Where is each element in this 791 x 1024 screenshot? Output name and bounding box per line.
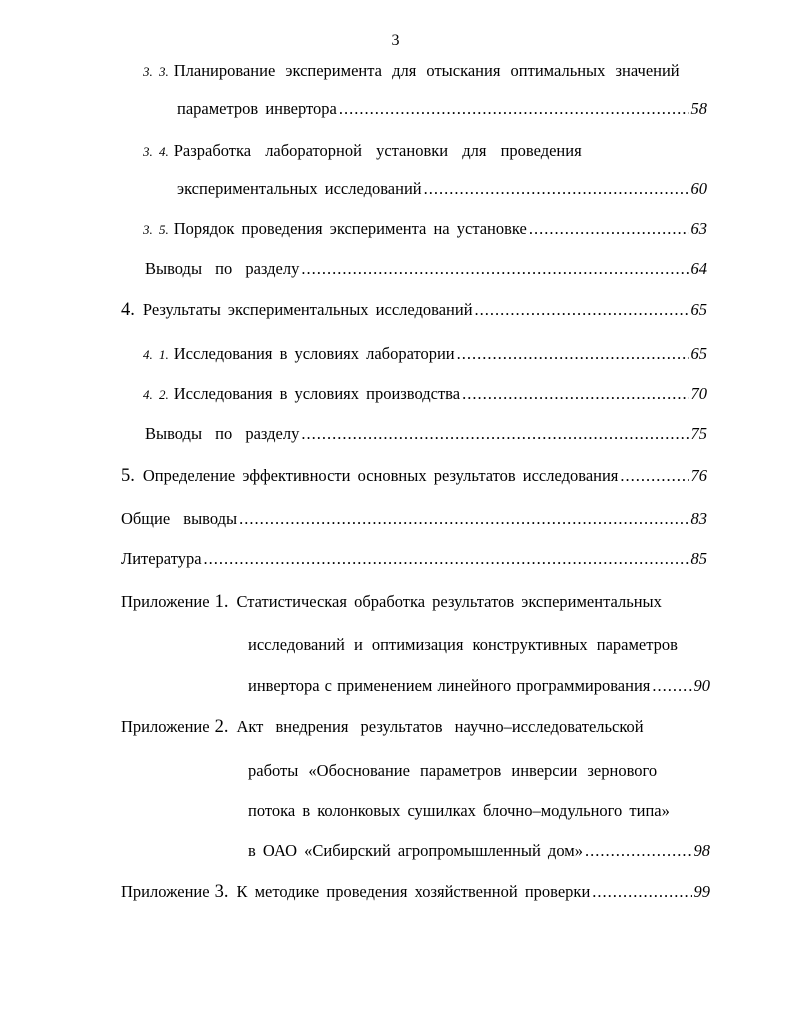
toc-title: параметров инвертора xyxy=(177,99,337,118)
toc-title: Акт внедрения результатов научно–исследовательской xyxy=(236,717,644,736)
toc-title: потока в колонковых сушилках блочно–модульного типа» xyxy=(248,801,670,820)
toc-number: 4. xyxy=(121,300,135,320)
toc-title: экспериментальных исследований xyxy=(177,179,422,198)
toc-label: Приложение xyxy=(121,592,210,611)
toc-entry-appendix-2-cont-2 xyxy=(248,800,718,822)
toc-page: 70 xyxy=(690,384,707,403)
toc-page: 58 xyxy=(690,99,707,118)
toc-title: Литература xyxy=(121,549,202,568)
toc-title: Результаты экспериментальных исследований xyxy=(142,300,473,319)
toc-title: инвертора с применением линейного программирования xyxy=(248,676,651,695)
toc-page: 99 xyxy=(693,882,710,901)
toc-entry-5 xyxy=(121,465,707,487)
toc-title: Статистическая обработка результатов экспериментальных xyxy=(236,592,662,611)
dot-leader xyxy=(204,548,689,570)
toc-entry-4 xyxy=(121,299,707,321)
dot-leader xyxy=(592,881,691,903)
toc-title: Разработка лабораторной установки для проведения xyxy=(173,141,582,160)
toc-title: Общие выводы xyxy=(121,509,238,528)
dot-leader xyxy=(301,423,688,445)
dot-leader xyxy=(529,218,689,240)
toc-title: в ОАО «Сибирский агропромышленный дом» xyxy=(248,841,583,860)
toc-title: исследований и оптимизация конструктивных параметров xyxy=(248,635,678,654)
toc-title: Порядок проведения эксперимента на установке xyxy=(173,219,527,238)
toc-page: 65 xyxy=(690,344,707,363)
toc-entry-conclusions-3 xyxy=(145,258,707,280)
toc-number: 1. xyxy=(214,592,229,612)
toc-entry-4-1 xyxy=(143,343,707,365)
page-number: 3 xyxy=(391,32,400,49)
toc-label: Приложение xyxy=(121,882,210,901)
dot-leader xyxy=(462,383,688,405)
toc-entry-appendix-3 xyxy=(121,881,710,903)
toc-number: 3. 4. xyxy=(143,144,169,159)
toc-label: Приложение xyxy=(121,717,210,736)
toc-page: 65 xyxy=(690,300,707,319)
toc-number: 3. 5. xyxy=(143,222,169,237)
toc-entry-general-conclusions xyxy=(121,508,707,530)
toc-entry-appendix-2-cont xyxy=(248,760,708,782)
toc-entry-appendix-1-cont-2 xyxy=(248,675,710,697)
toc-number: 5. xyxy=(121,466,135,486)
toc-page: 75 xyxy=(690,424,707,443)
toc-title: К методике проведения хозяйственной проверки xyxy=(236,882,591,901)
toc-number: 3. xyxy=(214,882,229,902)
toc-entry-appendix-2 xyxy=(121,716,701,738)
dot-leader xyxy=(424,178,689,200)
toc-page: 85 xyxy=(690,549,707,568)
toc-entry-3-5 xyxy=(143,218,707,240)
toc-entry-3-3 xyxy=(143,60,715,82)
dot-leader xyxy=(475,299,689,321)
toc-page: 64 xyxy=(690,259,707,278)
toc-number: 2. xyxy=(214,717,229,737)
toc-title: Выводы по разделу xyxy=(145,424,300,443)
toc-entry-conclusions-4 xyxy=(145,423,707,445)
dot-leader xyxy=(301,258,688,280)
toc-title: Планирование эксперимента для отыскания оптимальных значений xyxy=(173,61,680,80)
dot-leader xyxy=(457,343,689,365)
toc-number: 4. 2. xyxy=(143,387,169,402)
toc-entry-appendix-1-cont xyxy=(248,634,712,656)
toc-page: 98 xyxy=(693,841,710,860)
toc-title: Исследования в условиях производства xyxy=(173,384,461,403)
toc-page: 60 xyxy=(690,179,707,198)
toc-number: 4. 1. xyxy=(143,347,169,362)
toc-title: Определение эффективности основных результатов исследования xyxy=(142,466,619,485)
toc-entry-literature xyxy=(121,548,707,570)
dot-leader xyxy=(652,675,691,697)
toc-entry-appendix-1 xyxy=(121,591,715,613)
dot-leader xyxy=(239,508,688,530)
toc-entry-appendix-2-cont-3 xyxy=(248,840,710,862)
toc-page: 90 xyxy=(693,676,710,695)
dot-leader xyxy=(585,840,692,862)
toc-page: 63 xyxy=(690,219,707,238)
toc-entry-3-3-cont xyxy=(177,98,707,120)
dot-leader xyxy=(620,465,688,487)
toc-entry-4-2 xyxy=(143,383,707,405)
toc-entry-3-4-cont xyxy=(177,178,707,200)
toc-page: 76 xyxy=(690,466,707,485)
toc-title: работы «Обоснование параметров инверсии зернового xyxy=(248,761,658,780)
toc-number: 3. 3. xyxy=(143,64,169,79)
dot-leader xyxy=(339,98,689,120)
toc-title: Исследования в условиях лаборатории xyxy=(173,344,455,363)
toc-title: Выводы по разделу xyxy=(145,259,300,278)
toc-page: 83 xyxy=(690,509,707,528)
toc-entry-3-4 xyxy=(143,140,613,162)
